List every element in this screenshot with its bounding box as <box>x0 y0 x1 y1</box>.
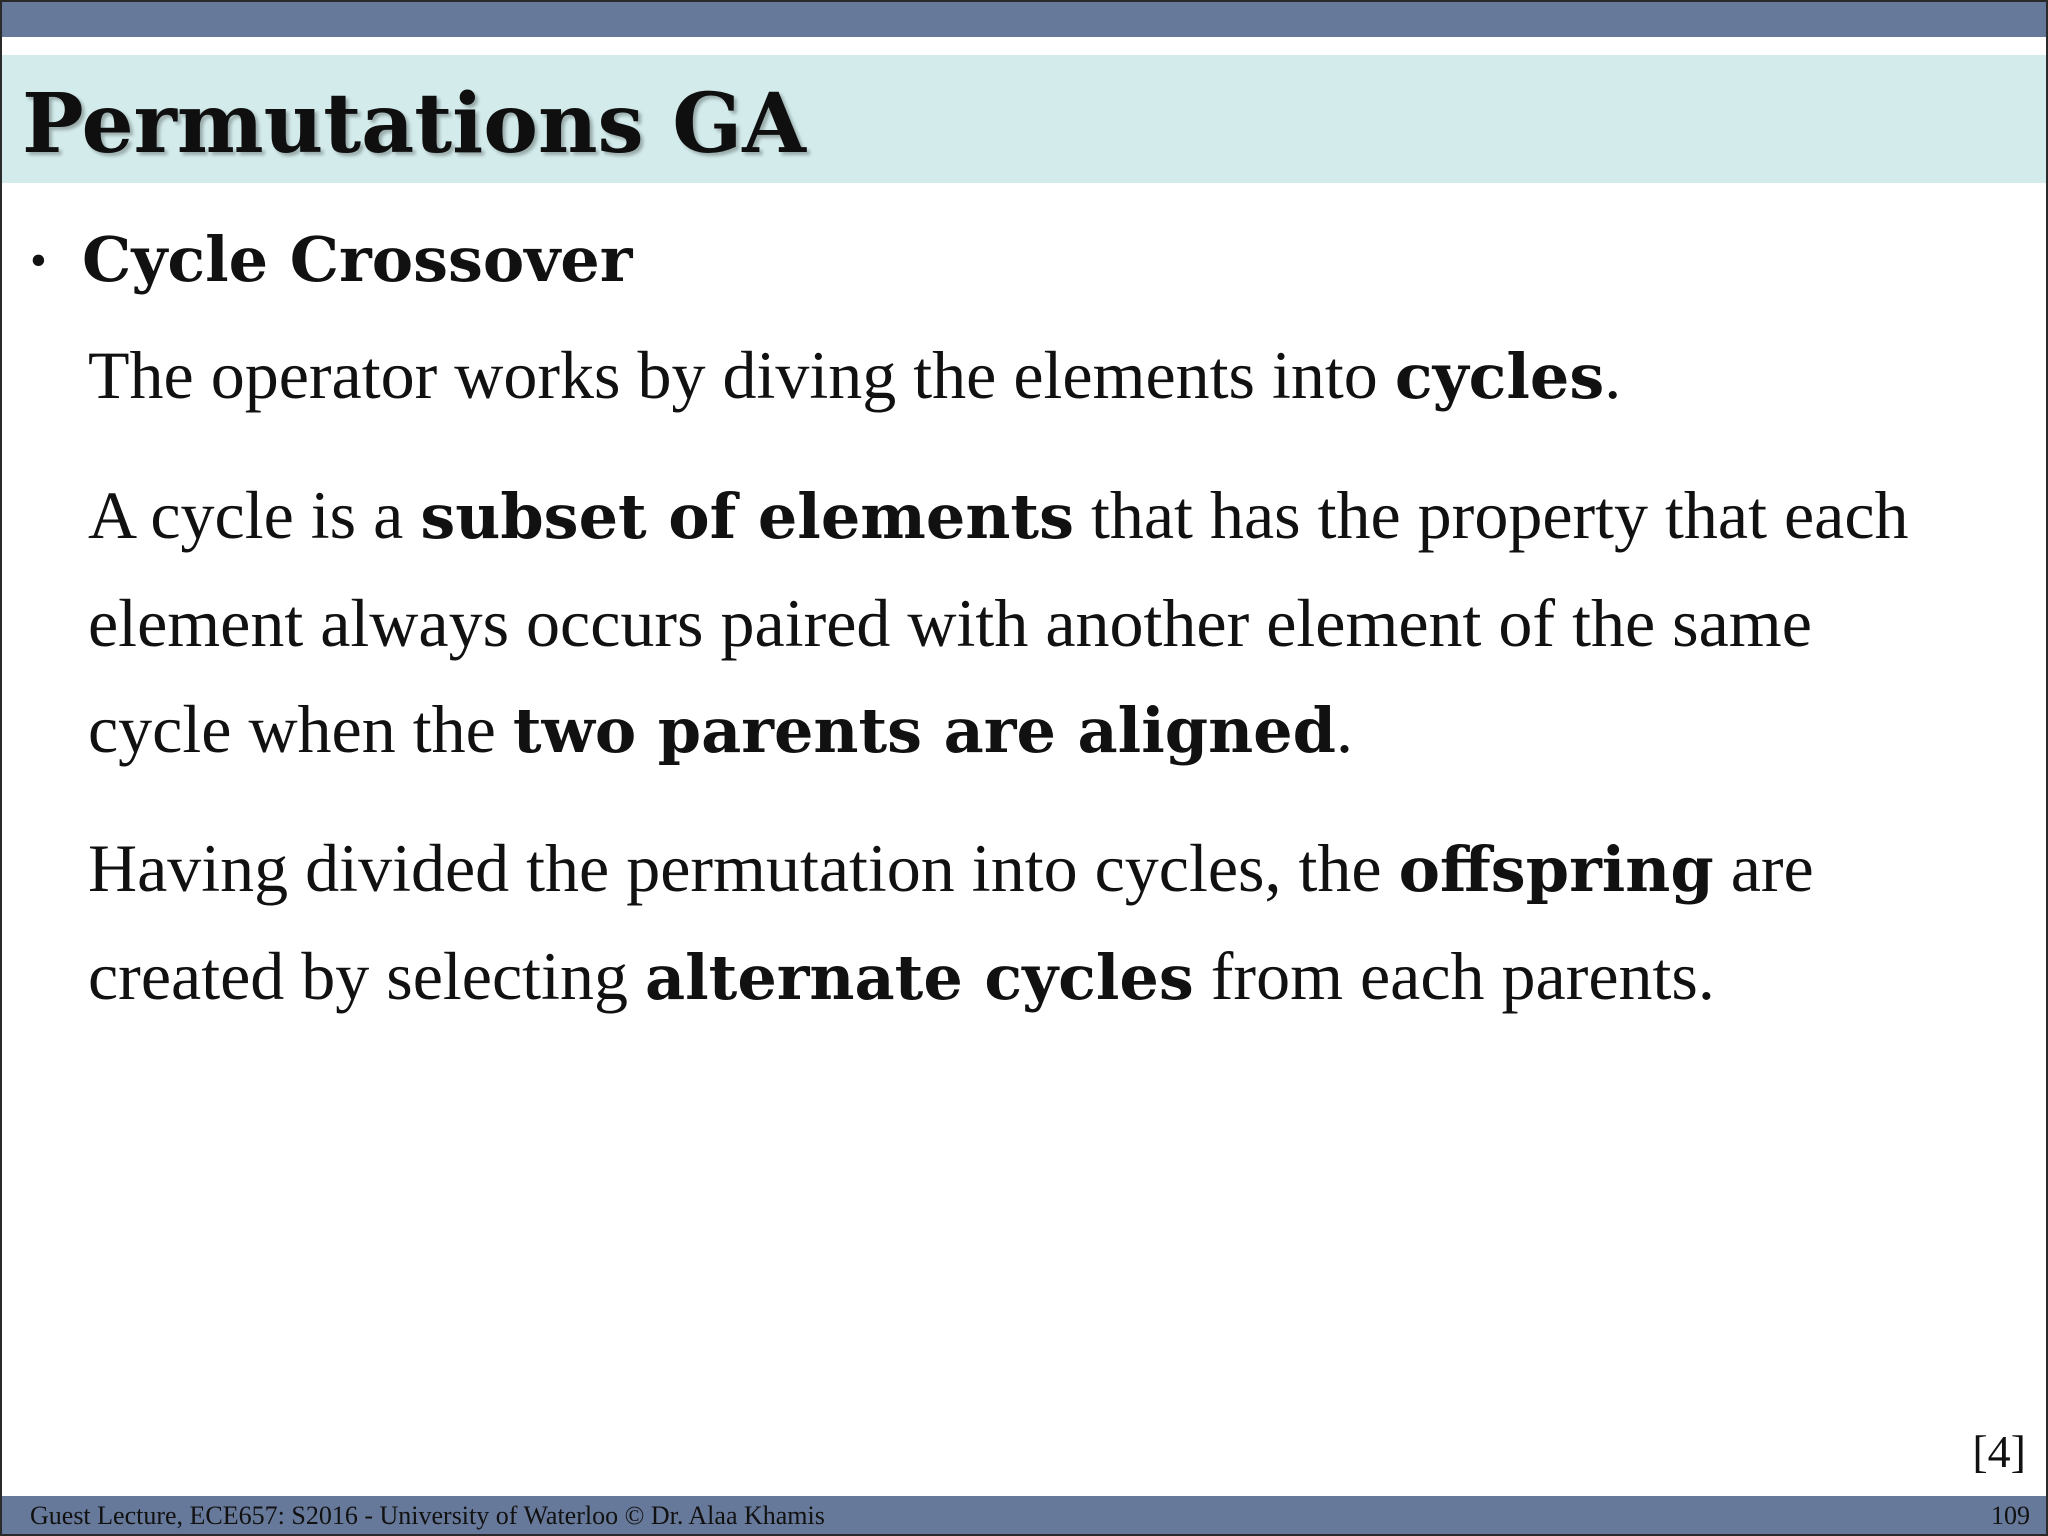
paragraph-offspring <box>88 815 2028 1031</box>
top-divider <box>0 37 2048 55</box>
bold-term: cycles <box>1394 340 1605 413</box>
bullet-marker: • <box>30 233 47 287</box>
bold-term: alternate cycles <box>644 941 1194 1014</box>
paragraph-line <box>88 322 2028 430</box>
reference-citation: [4] <box>1972 1426 2026 1477</box>
paragraph-line <box>88 570 2028 676</box>
text-run: . <box>1335 691 1353 767</box>
text-run: element always occurs paired with another element of the same <box>88 585 1812 661</box>
text-run: that has the property that each <box>1073 477 1909 553</box>
paragraph-line <box>88 676 2028 784</box>
top-band <box>0 0 2048 37</box>
paragraph-line <box>88 462 2028 570</box>
paragraph-operator <box>88 322 2028 430</box>
bold-term: offspring <box>1398 833 1714 906</box>
bullet-heading: Cycle Crossover <box>82 223 633 296</box>
text-run: A cycle is a <box>88 477 421 553</box>
text-run: The operator works by diving the elements into <box>88 337 1395 413</box>
footer-text: Guest Lecture, ECE657: S2016 - University of Waterloo © Dr. Alaa Khamis <box>30 1501 825 1530</box>
text-run: from each parents. <box>1193 938 1715 1014</box>
page-number: 109 <box>1991 1501 2030 1530</box>
paragraph-line <box>88 923 2028 1031</box>
text-run: Having divided the permutation into cycles, the <box>88 830 1399 906</box>
slide-title: Permutations GA <box>22 76 806 172</box>
text-run: created by selecting <box>88 938 645 1014</box>
bullet-item <box>30 220 632 300</box>
paragraph-line <box>88 815 2028 923</box>
text-run: are <box>1713 830 1814 906</box>
paragraph-cycle-definition <box>88 462 2028 784</box>
bold-term: subset of elements <box>420 480 1074 553</box>
text-run: cycle when the <box>88 691 513 767</box>
text-run: . <box>1604 337 1622 413</box>
bold-term: two parents are aligned <box>512 694 1336 767</box>
